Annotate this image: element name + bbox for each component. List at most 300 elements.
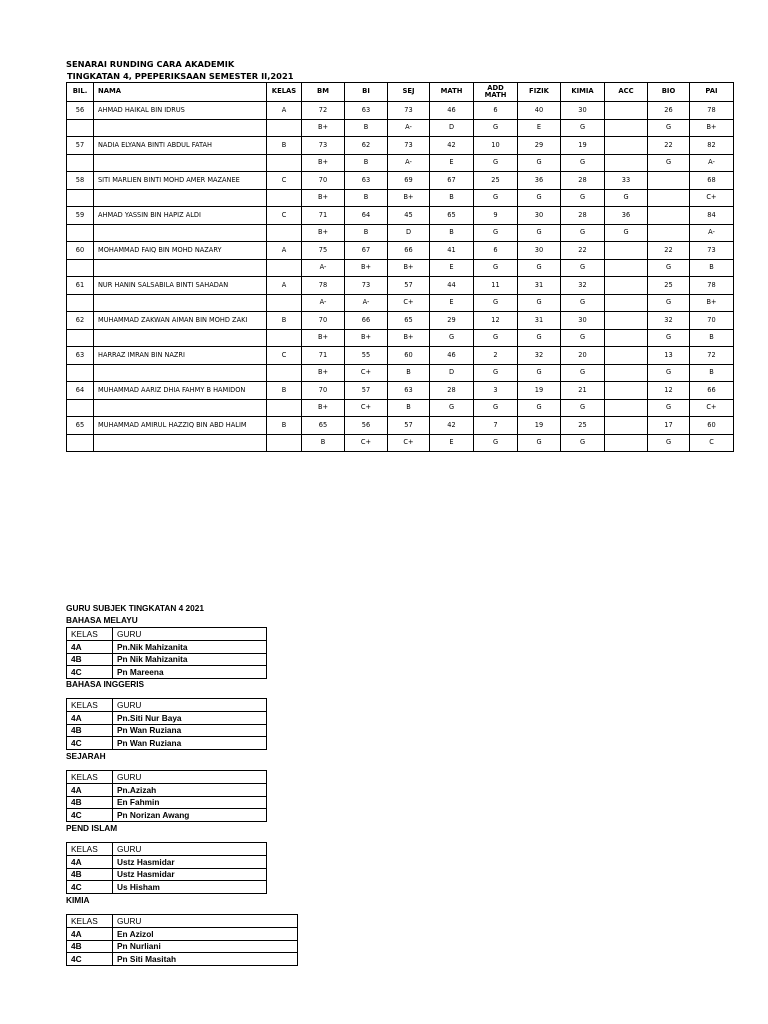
- table-cell: B: [690, 329, 734, 347]
- table-cell: 32: [561, 277, 605, 295]
- table-cell: 66: [690, 382, 734, 400]
- table-cell: [605, 399, 648, 417]
- student-grade-row: [67, 364, 734, 382]
- table-cell: 9: [474, 207, 518, 225]
- table-cell: 32: [648, 312, 690, 330]
- teacher-table: [66, 842, 267, 894]
- table-cell: 70: [302, 312, 345, 330]
- table-cell: 42: [430, 417, 474, 435]
- student-score-row: [67, 207, 734, 225]
- table-cell: G: [474, 399, 518, 417]
- table-cell: 65: [67, 417, 94, 435]
- teacher-name-cell: Pn.Nik Mahizanita: [113, 640, 267, 653]
- teacher-row: [67, 640, 267, 653]
- table-cell: 82: [690, 137, 734, 155]
- table-cell: 63: [388, 382, 430, 400]
- table-cell: 84: [690, 207, 734, 225]
- subject-heading: PEND ISLAM: [66, 823, 118, 833]
- table-cell: 12: [648, 382, 690, 400]
- table-cell: [605, 154, 648, 172]
- table-cell: B+: [690, 119, 734, 137]
- table-cell: G: [474, 259, 518, 277]
- table-cell: 73: [345, 277, 388, 295]
- table-cell: 60: [67, 242, 94, 260]
- class-cell: 4C: [67, 809, 113, 822]
- table-cell: [67, 259, 94, 277]
- table-cell: C: [267, 347, 302, 365]
- table-cell: [605, 312, 648, 330]
- table-cell: 25: [561, 417, 605, 435]
- table-cell: B: [267, 382, 302, 400]
- student-grade-row: [67, 399, 734, 417]
- teacher-table-header: [67, 771, 267, 784]
- table-cell: 17: [648, 417, 690, 435]
- table-cell: G: [518, 189, 561, 207]
- table-cell: [267, 224, 302, 242]
- table-cell: 63: [345, 172, 388, 190]
- table-cell: 59: [67, 207, 94, 225]
- table-cell: 73: [388, 102, 430, 120]
- teacher-name-cell: En Fahmin: [113, 796, 267, 809]
- table-cell: 64: [345, 207, 388, 225]
- teacher-table-header: [67, 699, 267, 712]
- teacher-row: [67, 927, 298, 940]
- table-cell: 72: [690, 347, 734, 365]
- table-cell: D: [430, 119, 474, 137]
- table-cell: G: [561, 119, 605, 137]
- table-cell: 55: [345, 347, 388, 365]
- table-cell: B+: [302, 119, 345, 137]
- table-cell: B: [302, 434, 345, 452]
- table-cell: 32: [518, 347, 561, 365]
- table-cell: 7: [474, 417, 518, 435]
- teacher-row: [67, 953, 298, 966]
- table-cell: 6: [474, 102, 518, 120]
- table-cell: 13: [648, 347, 690, 365]
- class-cell: 4A: [67, 855, 113, 868]
- column-header: KELAS: [67, 915, 113, 928]
- table-cell: C: [267, 172, 302, 190]
- student-score-row: [67, 137, 734, 155]
- table-cell: G: [561, 399, 605, 417]
- table-cell: 41: [430, 242, 474, 260]
- student-grade-row: [67, 224, 734, 242]
- table-cell: 19: [561, 137, 605, 155]
- column-header: GURU: [113, 699, 267, 712]
- table-cell: [267, 364, 302, 382]
- table-cell: 63: [345, 102, 388, 120]
- table-cell: G: [430, 329, 474, 347]
- table-cell: B+: [345, 259, 388, 277]
- teacher-table-header: [67, 628, 267, 641]
- table-cell: 70: [690, 312, 734, 330]
- table-cell: 22: [648, 137, 690, 155]
- table-cell: [67, 434, 94, 452]
- table-cell: 29: [518, 137, 561, 155]
- table-cell: B: [267, 137, 302, 155]
- table-cell: B+: [302, 399, 345, 417]
- table-cell: 73: [388, 137, 430, 155]
- table-cell: 31: [518, 312, 561, 330]
- table-cell: [648, 172, 690, 190]
- table-cell: E: [518, 119, 561, 137]
- student-name-cell: [94, 154, 267, 172]
- column-header: ACC: [605, 83, 648, 102]
- table-cell: C+: [690, 399, 734, 417]
- teacher-name-cell: Pn Siti Masitah: [113, 953, 298, 966]
- table-cell: [605, 364, 648, 382]
- student-grade-row: [67, 259, 734, 277]
- teacher-row: [67, 855, 267, 868]
- document-subtitle: TINGKATAN 4, PPEPERIKSAAN SEMESTER II,2021: [67, 71, 294, 81]
- teacher-row: [67, 809, 267, 822]
- table-cell: 64: [67, 382, 94, 400]
- table-cell: 57: [388, 277, 430, 295]
- table-cell: B: [267, 417, 302, 435]
- table-cell: 30: [518, 207, 561, 225]
- table-cell: G: [474, 294, 518, 312]
- marks-header-row: [67, 83, 734, 102]
- column-header: KELAS: [67, 699, 113, 712]
- table-cell: 67: [345, 242, 388, 260]
- teacher-name-cell: Pn Mareena: [113, 666, 267, 679]
- table-cell: B: [345, 189, 388, 207]
- table-cell: A: [267, 102, 302, 120]
- class-cell: 4B: [67, 653, 113, 666]
- table-cell: B: [345, 224, 388, 242]
- table-cell: 67: [430, 172, 474, 190]
- table-cell: 65: [388, 312, 430, 330]
- table-cell: 60: [388, 347, 430, 365]
- table-cell: G: [474, 434, 518, 452]
- student-grade-row: [67, 329, 734, 347]
- student-name-cell: NUR HANIN SALSABILA BINTI SAHADAN: [94, 277, 267, 295]
- table-cell: A-: [302, 259, 345, 277]
- student-name-cell: MUHAMMAD ZAKWAN AIMAN BIN MOHD ZAKI: [94, 312, 267, 330]
- table-cell: E: [430, 294, 474, 312]
- table-cell: G: [648, 154, 690, 172]
- table-cell: 56: [345, 417, 388, 435]
- table-cell: A-: [388, 119, 430, 137]
- table-cell: 29: [430, 312, 474, 330]
- class-cell: 4A: [67, 783, 113, 796]
- table-cell: B: [430, 189, 474, 207]
- table-cell: 65: [302, 417, 345, 435]
- student-score-row: [67, 312, 734, 330]
- table-cell: [267, 259, 302, 277]
- student-name-cell: AHMAD YASSIN BIN HAPIZ ALDI: [94, 207, 267, 225]
- table-cell: 2: [474, 347, 518, 365]
- table-cell: 71: [302, 207, 345, 225]
- teacher-row: [67, 868, 267, 881]
- table-cell: G: [518, 434, 561, 452]
- table-cell: G: [474, 119, 518, 137]
- table-cell: C+: [690, 189, 734, 207]
- table-cell: G: [518, 399, 561, 417]
- class-cell: 4A: [67, 927, 113, 940]
- table-cell: C+: [345, 434, 388, 452]
- column-header: KELAS: [67, 843, 113, 856]
- table-cell: G: [561, 224, 605, 242]
- student-score-row: [67, 242, 734, 260]
- teacher-name-cell: Pn Wan Ruziana: [113, 724, 267, 737]
- table-cell: [67, 154, 94, 172]
- table-cell: G: [430, 399, 474, 417]
- table-cell: G: [518, 294, 561, 312]
- student-name-cell: [94, 119, 267, 137]
- subject-heading: BAHASA MELAYU: [66, 615, 138, 625]
- student-name-cell: NADIA ELYANA BINTI ABDUL FATAH: [94, 137, 267, 155]
- student-score-row: [67, 347, 734, 365]
- student-grade-row: [67, 119, 734, 137]
- column-header: MATH: [430, 83, 474, 102]
- table-cell: 60: [690, 417, 734, 435]
- table-cell: G: [518, 154, 561, 172]
- table-cell: [67, 189, 94, 207]
- student-name-cell: [94, 434, 267, 452]
- document-title: SENARAI RUNDING CARA AKADEMIK: [66, 59, 235, 69]
- table-cell: 3: [474, 382, 518, 400]
- table-cell: B+: [302, 364, 345, 382]
- table-cell: 33: [605, 172, 648, 190]
- table-cell: [267, 329, 302, 347]
- student-score-row: [67, 172, 734, 190]
- table-cell: 62: [345, 137, 388, 155]
- table-cell: C: [690, 434, 734, 452]
- teacher-row: [67, 724, 267, 737]
- column-header: KELAS: [267, 83, 302, 102]
- table-cell: [67, 364, 94, 382]
- table-cell: 30: [518, 242, 561, 260]
- table-cell: 70: [302, 172, 345, 190]
- subject-heading: BAHASA INGGERIS: [66, 679, 145, 689]
- student-name-cell: [94, 399, 267, 417]
- table-cell: 25: [474, 172, 518, 190]
- class-cell: 4B: [67, 724, 113, 737]
- teacher-row: [67, 796, 267, 809]
- table-cell: E: [430, 434, 474, 452]
- table-cell: 19: [518, 382, 561, 400]
- table-cell: B+: [388, 259, 430, 277]
- table-cell: 73: [302, 137, 345, 155]
- class-cell: 4B: [67, 940, 113, 953]
- table-cell: B+: [388, 329, 430, 347]
- table-cell: B: [345, 119, 388, 137]
- teacher-row: [67, 711, 267, 724]
- table-cell: C+: [345, 364, 388, 382]
- table-cell: [605, 294, 648, 312]
- table-cell: [67, 294, 94, 312]
- table-cell: [67, 399, 94, 417]
- student-grade-row: [67, 189, 734, 207]
- student-name-cell: HARRAZ IMRAN BIN NAZRI: [94, 347, 267, 365]
- table-cell: 10: [474, 137, 518, 155]
- table-cell: C+: [345, 399, 388, 417]
- table-cell: 78: [690, 102, 734, 120]
- table-cell: [605, 102, 648, 120]
- table-cell: B: [345, 154, 388, 172]
- table-cell: 69: [388, 172, 430, 190]
- table-cell: [605, 259, 648, 277]
- table-cell: [648, 207, 690, 225]
- table-cell: [605, 242, 648, 260]
- table-cell: 31: [518, 277, 561, 295]
- marks-table: [66, 82, 734, 452]
- table-cell: A-: [690, 224, 734, 242]
- student-name-cell: AHMAD HAIKAL BIN IDRUS: [94, 102, 267, 120]
- table-cell: A-: [345, 294, 388, 312]
- student-name-cell: MUHAMMAD AARIZ DHIA FAHMY B HAMIDON: [94, 382, 267, 400]
- table-cell: 36: [518, 172, 561, 190]
- table-cell: B: [690, 364, 734, 382]
- teacher-name-cell: Pn Nurliani: [113, 940, 298, 953]
- teacher-name-cell: Pn Nik Mahizanita: [113, 653, 267, 666]
- teacher-name-cell: En Azizol: [113, 927, 298, 940]
- table-cell: [267, 294, 302, 312]
- table-cell: G: [648, 329, 690, 347]
- table-cell: 66: [388, 242, 430, 260]
- table-cell: G: [561, 329, 605, 347]
- table-cell: 42: [430, 137, 474, 155]
- table-cell: G: [648, 364, 690, 382]
- table-cell: 28: [561, 207, 605, 225]
- table-cell: 28: [561, 172, 605, 190]
- table-cell: B+: [302, 224, 345, 242]
- table-cell: G: [648, 259, 690, 277]
- table-cell: [648, 224, 690, 242]
- column-header: FIZIK: [518, 83, 561, 102]
- table-cell: B: [267, 312, 302, 330]
- teacher-name-cell: Ustz Hasmidar: [113, 855, 267, 868]
- column-header: BM: [302, 83, 345, 102]
- table-cell: [605, 329, 648, 347]
- table-cell: G: [605, 224, 648, 242]
- table-cell: G: [648, 434, 690, 452]
- table-cell: G: [561, 364, 605, 382]
- student-name-cell: [94, 364, 267, 382]
- teacher-section-heading: GURU SUBJEK TINGKATAN 4 2021: [66, 603, 205, 613]
- table-cell: B+: [302, 329, 345, 347]
- table-cell: 22: [561, 242, 605, 260]
- table-cell: [267, 434, 302, 452]
- table-cell: 30: [561, 312, 605, 330]
- table-cell: G: [648, 294, 690, 312]
- class-cell: 4C: [67, 737, 113, 750]
- table-cell: 21: [561, 382, 605, 400]
- student-score-row: [67, 102, 734, 120]
- table-cell: [67, 119, 94, 137]
- table-cell: A: [267, 277, 302, 295]
- table-cell: 40: [518, 102, 561, 120]
- table-cell: G: [561, 294, 605, 312]
- table-cell: 6: [474, 242, 518, 260]
- table-cell: D: [388, 224, 430, 242]
- table-cell: [605, 417, 648, 435]
- column-header: GURU: [113, 628, 267, 641]
- class-cell: 4B: [67, 796, 113, 809]
- table-cell: 57: [67, 137, 94, 155]
- teacher-table: [66, 698, 267, 750]
- table-cell: 22: [648, 242, 690, 260]
- table-cell: [605, 434, 648, 452]
- student-name-cell: MOHAMMAD FAIQ BIN MOHD NAZARY: [94, 242, 267, 260]
- teacher-name-cell: Ustz Hasmidar: [113, 868, 267, 881]
- table-cell: 46: [430, 102, 474, 120]
- table-cell: A-: [690, 154, 734, 172]
- table-cell: 66: [345, 312, 388, 330]
- table-cell: E: [430, 259, 474, 277]
- table-cell: C: [267, 207, 302, 225]
- student-name-cell: [94, 189, 267, 207]
- table-cell: [648, 189, 690, 207]
- table-cell: G: [474, 364, 518, 382]
- column-header: ADD MATH: [474, 83, 518, 102]
- student-name-cell: SITI MARLIEN BINTI MOHD AMER MAZANEE: [94, 172, 267, 190]
- table-cell: 62: [67, 312, 94, 330]
- subject-heading: KIMIA: [66, 895, 90, 905]
- teacher-row: [67, 653, 267, 666]
- table-cell: [67, 329, 94, 347]
- class-cell: 4A: [67, 711, 113, 724]
- table-cell: G: [605, 189, 648, 207]
- class-cell: 4C: [67, 666, 113, 679]
- table-cell: B: [690, 259, 734, 277]
- teacher-name-cell: Pn Wan Ruziana: [113, 737, 267, 750]
- table-cell: 78: [302, 277, 345, 295]
- teacher-row: [67, 940, 298, 953]
- table-cell: 57: [345, 382, 388, 400]
- student-grade-row: [67, 294, 734, 312]
- teacher-row: [67, 666, 267, 679]
- class-cell: 4C: [67, 953, 113, 966]
- teacher-name-cell: Pn Norizan Awang: [113, 809, 267, 822]
- student-name-cell: [94, 224, 267, 242]
- table-cell: C+: [388, 434, 430, 452]
- table-cell: G: [474, 224, 518, 242]
- teacher-table: [66, 914, 298, 966]
- table-cell: B+: [302, 154, 345, 172]
- student-grade-row: [67, 154, 734, 172]
- teacher-name-cell: Pn.Azizah: [113, 783, 267, 796]
- table-cell: B+: [388, 189, 430, 207]
- table-cell: 70: [302, 382, 345, 400]
- table-cell: 20: [561, 347, 605, 365]
- student-score-row: [67, 417, 734, 435]
- table-cell: G: [518, 364, 561, 382]
- table-cell: G: [518, 329, 561, 347]
- table-cell: B: [388, 364, 430, 382]
- table-cell: G: [561, 189, 605, 207]
- teacher-name-cell: Pn.Siti Nur Baya: [113, 711, 267, 724]
- table-cell: 65: [430, 207, 474, 225]
- subject-heading: SEJARAH: [66, 751, 106, 761]
- teacher-row: [67, 737, 267, 750]
- table-cell: [267, 119, 302, 137]
- table-cell: 73: [690, 242, 734, 260]
- table-cell: [605, 137, 648, 155]
- table-cell: 58: [67, 172, 94, 190]
- table-cell: B: [388, 399, 430, 417]
- table-cell: 19: [518, 417, 561, 435]
- teacher-table: [66, 627, 267, 679]
- column-header: GURU: [113, 915, 298, 928]
- table-cell: A-: [302, 294, 345, 312]
- column-header: GURU: [113, 771, 267, 784]
- student-score-row: [67, 277, 734, 295]
- student-name-cell: [94, 294, 267, 312]
- table-cell: 45: [388, 207, 430, 225]
- table-cell: G: [474, 154, 518, 172]
